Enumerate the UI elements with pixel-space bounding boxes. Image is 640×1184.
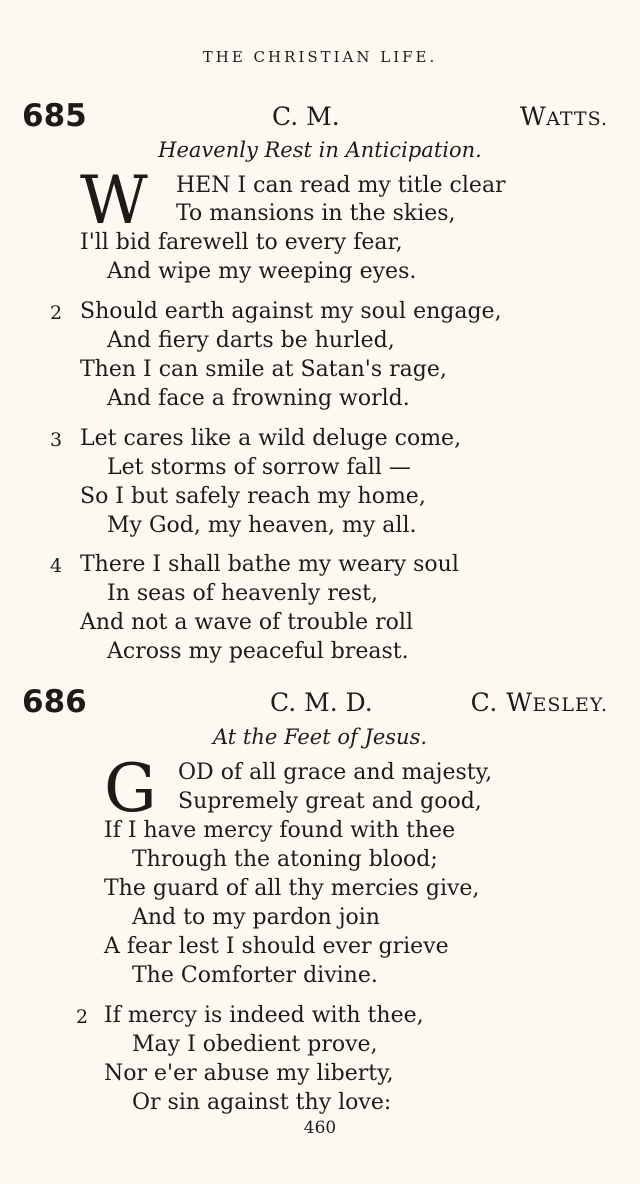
hymn-subtitle: Heavenly Rest in Anticipation. <box>158 138 482 162</box>
page-number: 460 <box>303 1118 337 1138</box>
stanza-number: 4 <box>50 555 63 577</box>
hymn-number: 685 <box>22 98 87 134</box>
verse-line: If I have mercy found with thee <box>104 818 456 843</box>
verse-line: If mercy is indeed with thee, <box>104 1003 424 1028</box>
hymn-number: 686 <box>22 684 87 720</box>
verse-line: The guard of all thy mercies give, <box>104 876 480 901</box>
verse-line: Supremely great and good, <box>178 789 482 814</box>
verse-line: May I obedient prove, <box>132 1032 378 1057</box>
stanza-number: 2 <box>76 1006 89 1028</box>
verse-line: My God, my heaven, my all. <box>107 513 417 538</box>
hymn-meter: C. M. D. <box>270 688 373 717</box>
hymn-686-header <box>0 684 640 724</box>
hymn-subtitle: At the Feet of Jesus. <box>212 725 428 749</box>
verse-line: HEN I can read my title clear <box>176 173 506 198</box>
hymn-685-header <box>0 98 640 138</box>
verse-line: And fiery darts be hurled, <box>107 328 395 353</box>
stanza-number: 3 <box>50 429 63 451</box>
verse-line: Then I can smile at Satan's rage, <box>80 357 447 382</box>
verse-line: Should earth against my soul engage, <box>80 299 502 324</box>
drop-cap: G <box>104 750 157 827</box>
first-word-rest: OD <box>178 760 214 785</box>
verse-line: OD of all grace and majesty, <box>178 760 493 785</box>
verse-line: And not a wave of trouble roll <box>80 610 413 635</box>
verse-line: Through the atoning blood; <box>132 847 438 872</box>
hymn-author: WATTS. <box>520 102 608 131</box>
verse-line: So I but safely reach my home, <box>80 484 426 509</box>
verse-line: In seas of heavenly rest, <box>107 581 378 606</box>
verse-line: And to my pardon join <box>132 905 380 930</box>
verse-line: And face a frowning world. <box>107 386 410 411</box>
verse-line: Nor e'er abuse my liberty, <box>104 1061 394 1086</box>
first-word-rest: HEN <box>176 173 231 198</box>
verse-line: Across my peaceful breast. <box>107 639 409 664</box>
verse-line: Or sin against thy love: <box>132 1090 392 1115</box>
verse-line: There I shall bathe my weary soul <box>80 552 459 577</box>
verse-line: And wipe my weeping eyes. <box>107 259 417 284</box>
verse-line: I'll bid farewell to every fear, <box>80 230 403 255</box>
verse-line: To mansions in the skies, <box>176 201 456 226</box>
stanza-number: 2 <box>50 302 63 324</box>
hymn-author: C. WESLEY. <box>470 688 608 717</box>
verse-line: Let cares like a wild deluge come, <box>80 426 462 451</box>
drop-cap: W <box>80 162 148 239</box>
running-head: THE CHRISTIAN LIFE. <box>202 48 438 66</box>
verse-line: The Comforter divine. <box>132 963 378 988</box>
verse-line: A fear lest I should ever grieve <box>104 934 449 959</box>
verse-line: Let storms of sorrow fall — <box>107 455 411 480</box>
hymn-meter: C. M. <box>272 102 340 131</box>
